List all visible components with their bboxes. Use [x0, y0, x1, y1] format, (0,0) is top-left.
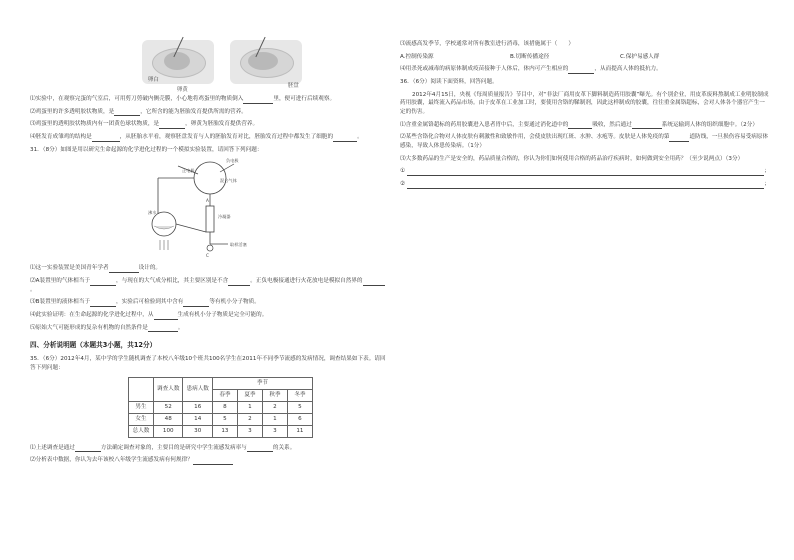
question-31-intro: 31．（8分）如图是用以研究生命起源的化学进化过程的一个模拟实验装置，请回答下列问题：	[30, 146, 263, 153]
label-condenser: 冷凝器	[218, 214, 231, 220]
table-cell: 男生	[129, 401, 154, 413]
answer-blank[interactable]	[568, 122, 592, 129]
table-cell: 13	[212, 425, 237, 437]
table-cell: 16	[183, 401, 212, 413]
label-electrode: 正电极	[182, 168, 195, 174]
table-header-row	[129, 377, 313, 389]
left-column	[30, 40, 390, 469]
label-negative: 负电极	[226, 158, 239, 164]
answer-blank[interactable]	[669, 135, 689, 142]
egg-photo-2	[230, 40, 302, 84]
question-line: ⑴上述调查是通过 方法确定调查对象的，主要目的是研究中学生流感发病率与 的关系。	[30, 444, 296, 451]
question-line: ⑶B装置里的液体相当于 ，实验后可检验到其中含有 等有机小分子物质。	[30, 299, 260, 306]
answer-blank[interactable]	[247, 445, 273, 452]
question-line: ⑵分析表中数据，你认为去年该校八年级学生流感发病有何规律？	[30, 456, 390, 465]
table-row	[129, 413, 313, 425]
answer-blank[interactable]	[183, 300, 209, 307]
table-cell: 52	[154, 401, 183, 413]
label-A: A	[206, 198, 209, 204]
table-cell: 100	[154, 425, 183, 437]
table-cell: 1	[262, 413, 287, 425]
table-header-cell: 夏季	[237, 389, 262, 401]
table-cell: 总人数	[129, 425, 154, 437]
question-line: ⑵鸡蛋里的许多透明胶状物质，是 ，它所含的能为胚胎发育提供所需的营养。	[30, 108, 247, 115]
table-header-cell: 冬季	[287, 389, 312, 401]
answer-blank[interactable]	[90, 300, 116, 307]
table-row	[129, 401, 313, 413]
answer-blank[interactable]	[568, 67, 594, 74]
table-header-cell: 调查人数	[154, 377, 183, 401]
label-C: C	[206, 253, 209, 259]
answer-blank[interactable]	[114, 109, 140, 116]
question-line: ⑵A装置里的气体相当于 ，与现在的大气成分相比，其主要区别是不含 。正负电极接通进行火花放电是模拟自然界的。	[30, 277, 390, 294]
table-header-cell	[129, 377, 154, 401]
answer-blank[interactable]	[154, 313, 178, 320]
answer-blank[interactable]	[75, 445, 101, 452]
table-header-cell: 患病人数	[183, 377, 212, 401]
table-cell: 6	[287, 413, 312, 425]
answer-blank[interactable]	[109, 266, 139, 273]
option-b[interactable]: B.切断传播途径	[510, 53, 550, 60]
caption-embryo: 胚盘	[288, 83, 299, 89]
section-heading: 四、分析说明题（本题共3小题，共12分）	[30, 341, 157, 350]
apparatus-svg	[148, 158, 278, 258]
table-cell: 48	[154, 413, 183, 425]
table-header-cell: 春季	[212, 389, 237, 401]
question-line: ⑷用杀死或减毒的病原体制成疫苗接种于人体后，体内可产生相应的 ，从而提高人体的抵抗力。	[400, 66, 662, 73]
answer-blank[interactable]	[243, 97, 273, 104]
table-cell: 女生	[129, 413, 154, 425]
table-header-cell: 秋季	[262, 389, 287, 401]
answer-line-2: ② ；	[400, 180, 770, 187]
question-35-intro: 35．（6分）2012年4月，某中学的学生随机调查了本校八年级10个班共100名学生在2011年不同季节流感的发病情况，调查结果如下表。请回答下列问题：	[30, 356, 386, 372]
options-line	[400, 53, 770, 62]
answer-blank[interactable]	[632, 122, 662, 129]
answer-blank[interactable]	[92, 135, 120, 142]
right-column	[400, 40, 770, 193]
table-cell: 5	[212, 413, 237, 425]
answer-blank[interactable]	[363, 279, 385, 286]
question-line: ⑷胚发育成雏鸡的结构是 ，从胚胎水平看，观察胚盘发育与人的胚胎发育对比，胚胎发育过程中都发生了细胞的 。	[30, 133, 363, 140]
option-c[interactable]: C.保护易感人群	[620, 53, 660, 60]
label-water: 沸水	[148, 210, 157, 216]
answer-blank[interactable]	[90, 279, 116, 286]
question-line: ⑴这一实验装置是美国青年学者 设计的。	[30, 265, 162, 272]
table-cell: 5	[287, 401, 312, 413]
answer-blank[interactable]	[407, 169, 764, 176]
answer-blank[interactable]	[159, 122, 185, 129]
question-line: ⑴含重金属铬超标的药用胶囊进入患者胃中后，主要通过消化道中的 吸收，然后通过 系统运输到人体的组织细胞中。（2分）	[400, 121, 758, 128]
caption-yolk: 卵黄	[177, 87, 188, 93]
question-line: ⑷此实验证明：在生命起源的化学进化过程中，从 生成有机小分子物质是完全可能的。	[30, 311, 268, 318]
label-gas: 混合气体	[220, 178, 237, 184]
table-cell: 11	[287, 425, 312, 437]
question-line: ⑵某些含铬化合物对人体皮肤有刺激性和致敏作用，会使皮肤出现红斑、水肿、水疱等。皮肤是人体免疫的第 道防线，一旦损伤容易受病原体感染，导致人体患传染病。（1分）	[400, 134, 769, 149]
question-line: ⑸原始大气可能形成的复杂有机物的自然条件是 。	[30, 324, 184, 331]
table-cell: 3	[262, 425, 287, 437]
question-line: ⑴实验中，在观察完蛋的气室后，可用剪刀剪破内侧壳膜，小心地将鸡蛋里的物质倒入 里，便可进行后续观察。	[30, 96, 336, 102]
miller-apparatus-diagram	[30, 158, 390, 258]
answer-blank[interactable]	[228, 279, 250, 286]
question-line: ⑶流感高发季节，学校通常对所有教室进行消毒，该措施属于（ ）	[400, 41, 575, 47]
table-cell: 8	[212, 401, 237, 413]
table-cell: 14	[183, 413, 212, 425]
answer-blank[interactable]	[148, 325, 178, 332]
option-a[interactable]: A.控制传染源	[400, 53, 434, 60]
label-B: 取样活塞	[230, 242, 247, 248]
table-cell: 1	[237, 401, 262, 413]
answer-blank[interactable]	[407, 182, 764, 189]
table-cell: 2	[262, 401, 287, 413]
question-line: ⑶大多数药品的生产是安全的，药品质量合格的，你认为你们如何使用合格的药品治疗疾病时，如何做到安全用药？（至少说两点）（3分）	[400, 155, 744, 162]
caption-egg-white: 卵白	[148, 77, 159, 83]
table-cell: 3	[237, 425, 262, 437]
answer-line-1: ① ；	[400, 168, 770, 175]
reading-material: 2012年4月15日，央视《每周质量报告》节目中，对“非法厂商用皮革下脚料制造药用胶囊”曝光。有个别企业，用皮革废料熬制成工业明胶制成药用胶囊，最终流入药品市场。由于皮革在工业加工时，要使用含铬的鞣制剂，因此这样制成的胶囊，往往重金属铬超标，会对人体各个器官产生一定的伤害。	[400, 91, 769, 115]
question-line: ⑶鸡蛋里的透明胶状物质内有一团黄色球状物质，是 ，卵黄为胚胎发育提供营养。	[30, 121, 259, 128]
table-cell: 2	[237, 413, 262, 425]
survey-table	[128, 377, 313, 438]
answer-blank[interactable]	[333, 135, 357, 142]
answer-blank[interactable]	[193, 458, 233, 465]
egg-photos	[30, 40, 390, 95]
table-header-cell: 季节	[212, 377, 312, 389]
table-cell: 30	[183, 425, 212, 437]
question-36-intro: 36．（6分）阅读下面资料，回答问题。	[400, 78, 498, 85]
table-row	[129, 425, 313, 437]
